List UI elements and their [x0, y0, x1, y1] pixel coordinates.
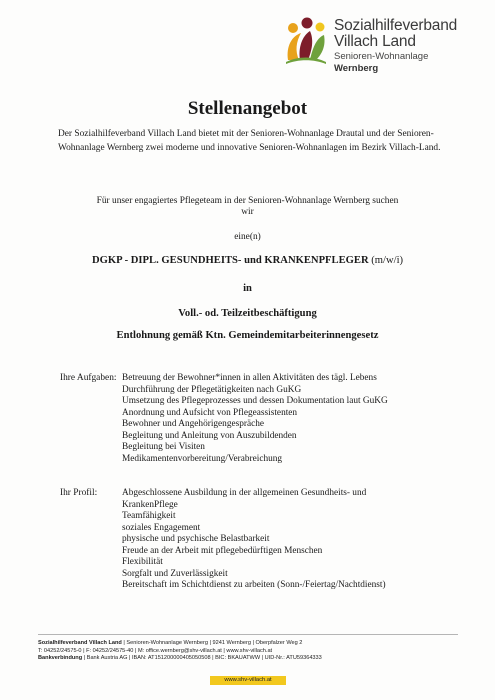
- footer-divider: [38, 634, 458, 635]
- eine-line: eine(n): [234, 232, 261, 242]
- employment-type: Voll.- od. Teilzeitbeschäftigung: [178, 308, 317, 319]
- search-line-2: wir: [241, 207, 254, 217]
- tasks-label: Ihre Aufgaben:: [60, 373, 117, 383]
- list-item: Begleitung bei Visiten: [122, 442, 205, 452]
- footer-contact-line: T: 04252/24575-0 | F: 04252/24575-40 | M: office.wernberg@shv-villach.at | www.shv-villach.at: [38, 647, 273, 654]
- footer-address: | Senioren-Wohnanlage Wernberg | 9241 Wernberg | Oberpfalzer Weg 2: [123, 640, 303, 646]
- logo-org-line2: Villach Land: [334, 33, 416, 50]
- logo-org-line1: Sozialhilfeverband: [334, 17, 458, 34]
- list-item: Umsetzung des Pflegeprozesses und dessen Dokumentation laut GuKG: [122, 396, 388, 406]
- footer-bank-details: | Bank Austria AG | IBAN: AT151200000405050508 | BIC: BKAUATWW | UID-Nr.: ATU59364333: [83, 655, 322, 662]
- profile-list: [122, 488, 407, 592]
- intro-paragraph: Der Sozialhilfeverband Villach Land bietet mit der Senioren-Wohnanlage Drautal und der Senioren-Wohnanlage Wernberg zwei moderne und innovative Senioren-Wohnanlagen im Bezirk Villach-Land.: [58, 129, 441, 153]
- list-item: physische und psychische Belastbarkeit: [122, 534, 270, 544]
- organization-logo: [284, 12, 474, 74]
- salary-line: Entlohnung gemäß Ktn. Gemeindemitarbeiterinnengesetz: [116, 330, 379, 341]
- list-item: Betreuung der Bewohner*innen in allen Aktivitäten des tägl. Lebens: [122, 373, 377, 383]
- position-title: [40, 255, 455, 266]
- list-item: soziales Engagement: [122, 522, 201, 533]
- list-item: Freude an der Arbeit mit pflegebedürftigen Menschen: [122, 545, 323, 556]
- logo-subtitle-location: Wernberg: [334, 63, 379, 74]
- logo-subtitle-prefix: Senioren-Wohnanlage: [334, 51, 429, 62]
- list-item: Sorgfalt und Zuverlässigkeit: [122, 568, 228, 579]
- footer-org-name: Sozialhilfeverband Villach Land: [38, 640, 122, 646]
- list-item: Begleitung und Anleitung von Auszubildenden: [122, 430, 297, 441]
- footer-bank-line: [38, 655, 458, 663]
- list-item: Anordnung und Aufsicht von Pflegeassistenten: [122, 407, 298, 418]
- list-item: Medikamentenvorbereitung/Verabreichung: [122, 453, 283, 464]
- list-item: Teamfähigkeit: [122, 511, 176, 521]
- position-suffix: (m/w/i): [371, 255, 404, 266]
- logo-text: [334, 18, 474, 75]
- logo-figures-icon: [284, 16, 328, 66]
- footer: [38, 640, 458, 663]
- website-link[interactable]: www.shv-villach.at: [224, 677, 272, 683]
- search-line-1: Für unser engagiertes Pflegeteam in der Senioren-Wohnanlage Wernberg suchen: [96, 196, 399, 206]
- footer-address-line: [38, 640, 458, 648]
- position-name: DGKP - DIPL. GESUNDHEITS- und KRANKENPFLEGER: [91, 255, 369, 266]
- footer-bank-label: Bankverbindung: [38, 655, 83, 662]
- list-item: Bereitschaft im Schichtdienst zu arbeiten (Sonn-/Feiertag/Nachtdienst): [122, 580, 386, 590]
- list-item: Flexibilität: [122, 557, 163, 567]
- list-item: Durchführung der Pflegetätigkeiten nach GuKG: [122, 384, 302, 395]
- list-item: Abgeschlossene Ausbildung in der allgemeinen Gesundheits- und KrankenPflege: [122, 488, 367, 510]
- logo-subtitle: [334, 51, 474, 75]
- list-item: Bewohner und Angehörigengespräche: [122, 419, 264, 429]
- in-line: in: [243, 283, 252, 294]
- page-title: Stellenangebot: [187, 98, 308, 119]
- profile-label: Ihr Profil:: [60, 488, 98, 498]
- website-bar: [210, 676, 286, 685]
- tasks-list: [122, 373, 422, 465]
